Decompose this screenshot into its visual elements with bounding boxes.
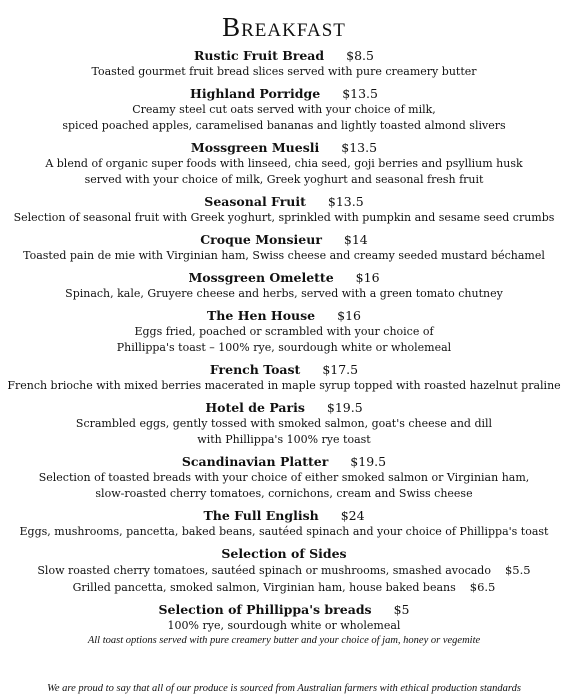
item-price: $19.5 <box>350 454 387 469</box>
item-name: Seasonal Fruit <box>204 194 306 209</box>
footer-note: We are proud to say that all of our produce is sourced from Australian farmers with ethical production standards <box>47 683 521 694</box>
item-heading <box>0 308 568 324</box>
item-price: $16 <box>337 308 361 323</box>
item-description: Scrambled eggs, gently tossed with smoked salmon, goat's cheese and dill <box>75 417 493 430</box>
sides-line <box>0 579 568 596</box>
item-description: slow-roasted cherry tomatoes, cornichons, cream and Swiss cheese <box>95 487 473 500</box>
item-name: Highland Porridge <box>190 86 321 101</box>
menu-item <box>0 308 568 356</box>
item-description: Spinach, kale, Gruyere cheese and herbs, served with a green tomato chutney <box>65 287 503 300</box>
item-heading <box>0 232 568 248</box>
item-price: $13.5 <box>341 140 378 155</box>
item-price: $13.5 <box>327 194 364 209</box>
sides-section <box>0 546 568 596</box>
breads-price: $5 <box>393 602 410 617</box>
item-description: French brioche with mixed berries macerated in maple syrup topped with roasted hazelnut praline <box>7 379 561 392</box>
item-name: Mossgreen Muesli <box>190 140 320 155</box>
item-description: spiced poached apples, caramelised bananas and lightly toasted almond slivers <box>62 119 506 132</box>
menu-item <box>0 140 568 188</box>
item-price: $14 <box>343 232 368 247</box>
menu-item <box>0 454 568 502</box>
item-price: $16 <box>355 270 380 285</box>
item-price: $17.5 <box>322 362 359 377</box>
item-price: $8.5 <box>346 48 374 63</box>
menu-item <box>0 400 568 448</box>
item-description: served with your choice of milk, Greek yoghurt and seasonal fresh fruit <box>84 173 484 186</box>
item-name: The Full English <box>203 508 319 523</box>
item-heading <box>0 362 568 378</box>
item-name: Hotel de Paris <box>205 400 305 415</box>
item-price: $19.5 <box>326 400 363 415</box>
item-name: French Toast <box>209 362 301 377</box>
breads-note: All toast options served with pure creamery butter and your choice of jam, honey or vegemite <box>87 635 481 646</box>
item-description: Creamy steel cut oats served with your choice of milk, <box>132 103 436 116</box>
item-heading <box>0 194 568 210</box>
menu-item <box>0 362 568 394</box>
menu-item <box>0 232 568 264</box>
item-name: Rustic Fruit Bread <box>194 48 325 63</box>
item-description: Eggs, mushrooms, pancetta, baked beans, sautéed spinach and your choice of Phillippa's toast <box>19 525 549 538</box>
menu-title: Breakfast <box>222 12 346 42</box>
item-price: $13.5 <box>342 86 378 101</box>
item-heading <box>0 454 568 470</box>
sides-heading: Selection of Sides <box>221 546 347 561</box>
breads-description: 100% rye, sourdough white or wholemeal <box>167 619 401 632</box>
menu-item <box>0 194 568 226</box>
item-heading <box>0 602 568 618</box>
menu-item <box>0 508 568 540</box>
sides-line-text: Grilled pancetta, smoked salmon, Virginian ham, house baked beans <box>72 581 456 594</box>
item-description: Phillippa's toast – 100% rye, sourdough white or wholemeal <box>116 341 452 354</box>
sides-line-text: Slow roasted cherry tomatoes, sautéed spinach or mushrooms, smashed avocado <box>37 564 491 577</box>
item-name: Croque Monsieur <box>200 232 322 247</box>
item-price: $24 <box>340 508 365 523</box>
item-heading <box>0 270 568 286</box>
menu-item <box>0 86 568 134</box>
item-description: Selection of toasted breads with your choice of either smoked salmon or Virginian ham, <box>38 471 530 484</box>
menu-item <box>0 48 568 80</box>
item-name: Mossgreen Omelette <box>188 270 334 285</box>
item-description: Toasted gourmet fruit bread slices served with pure creamery butter <box>91 65 477 78</box>
item-description: A blend of organic super foods with linseed, chia seed, goji berries and psyllium husk <box>45 157 523 170</box>
item-description: with Phillippa's 100% rye toast <box>197 433 371 446</box>
breads-section <box>0 602 568 648</box>
item-name: Scandinavian Platter <box>181 454 329 469</box>
item-description: Toasted pain de mie with Virginian ham, Swiss cheese and creamy seeded mustard béchamel <box>23 249 545 262</box>
item-description: Eggs fried, poached or scrambled with your choice of <box>134 325 434 338</box>
item-heading <box>0 400 568 416</box>
sides-line-price: $6.5 <box>469 580 496 594</box>
sides-line <box>0 562 568 579</box>
sides-line-price: $5.5 <box>504 563 531 577</box>
item-heading <box>0 86 568 102</box>
menu-item <box>0 270 568 302</box>
breads-name: Selection of Phillippa's breads <box>158 602 372 617</box>
item-heading <box>0 140 568 156</box>
menu-items <box>0 46 568 648</box>
item-heading <box>0 48 568 64</box>
item-heading <box>0 508 568 524</box>
item-name: The Hen House <box>207 308 316 323</box>
item-description: Selection of seasonal fruit with Greek yoghurt, sprinkled with pumpkin and sesame seed crumbs <box>13 211 555 224</box>
